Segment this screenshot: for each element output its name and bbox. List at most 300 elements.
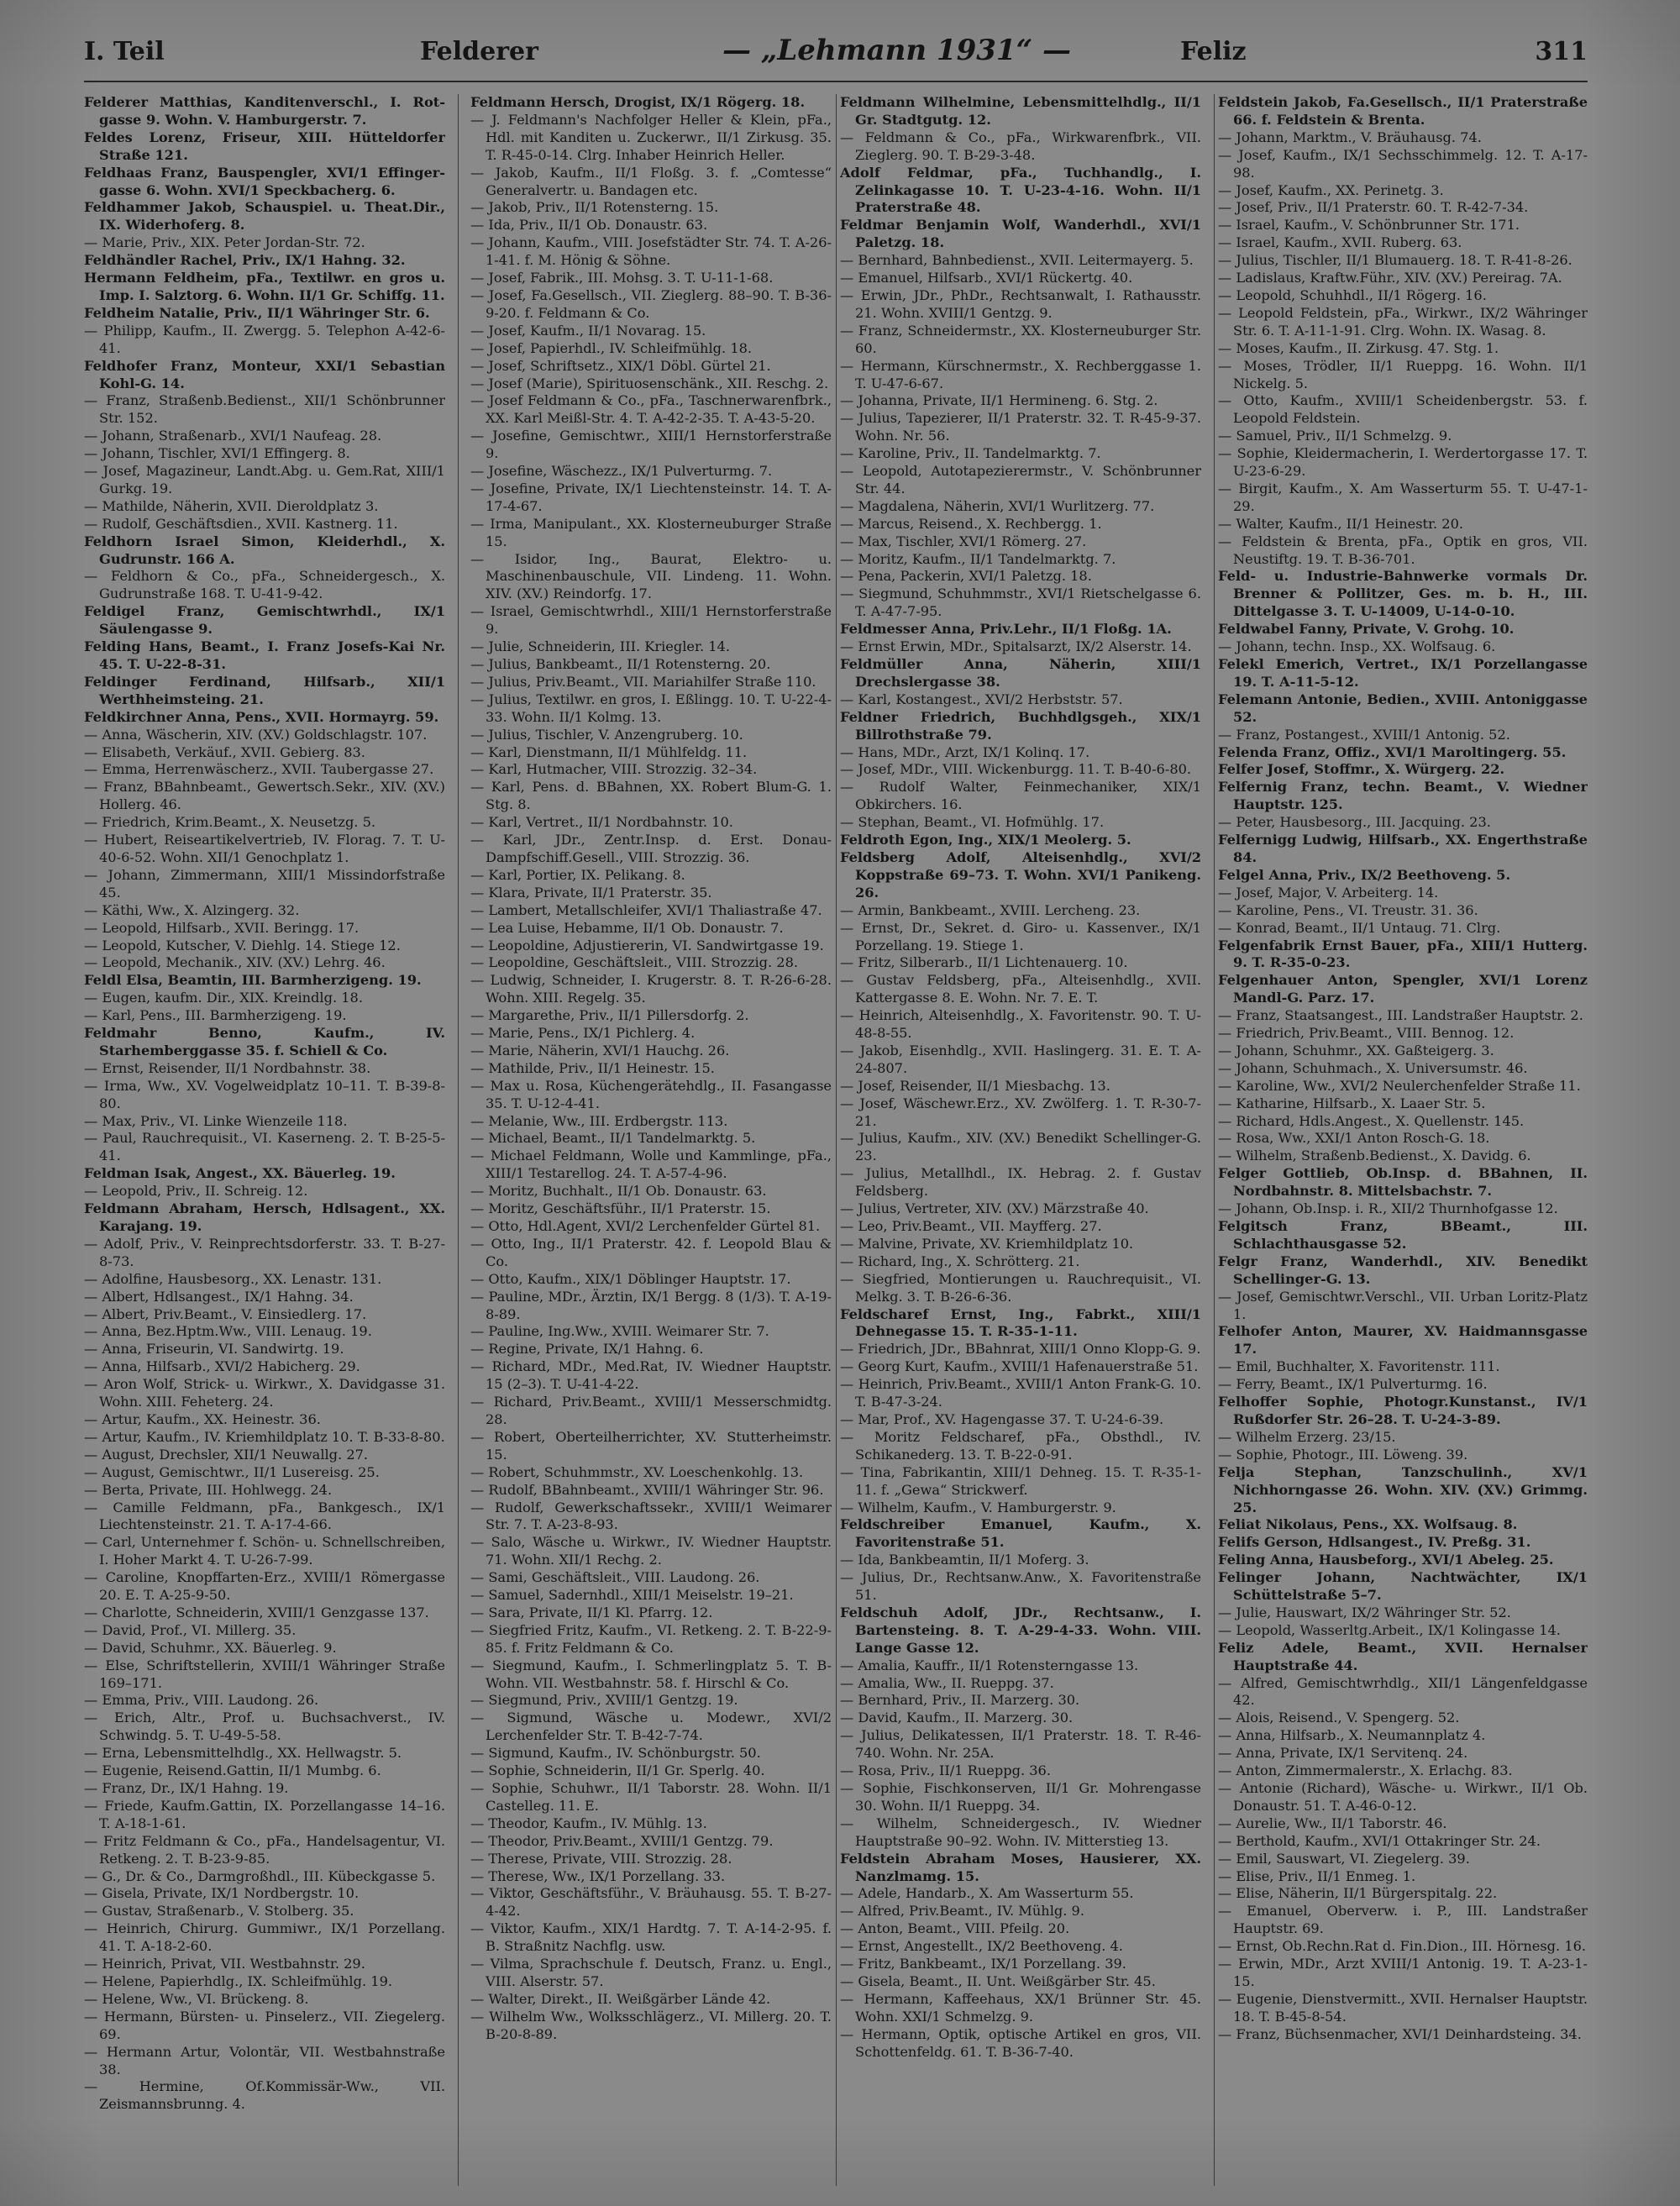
directory-entry: — Sophie, Fischkonserven, II/1 Gr. Mohrengasse 30. Wohn. II/1 Rueppg. 34. [840,1780,1201,1814]
directory-entry: Feldman Isak, Angest., XX. Bäuerleg. 19. [84,1165,396,1182]
directory-entry: — Anna, Hilfsarb., XVI/2 Habicherg. 29. [84,1358,360,1375]
directory-entry: Felgenfabrik Ernst Bauer, pFa., XIII/1 Hutterg. 9. T. R-35-0-23. [1218,937,1588,971]
directory-entry: — Johann, Tischler, XVI/1 Effingerg. 8. [84,445,350,462]
directory-entry: — Erwin, MDr., Arzt XVIII/1 Antonig. 19. T. A-23-1-15. [1218,1956,1588,1989]
directory-entry: — Marie, Näherin, XVI/1 Hauchg. 26. [470,1042,730,1058]
directory-entry: — Albert, Hdlsangest., IX/1 Hahng. 34. [84,1288,354,1305]
directory-entry: — Berta, Private, III. Hohlwegg. 24. [84,1481,333,1498]
directory-entry: Felger Gottlieb, Ob.Insp. d. BBahnen, II. Nordbahnstr. 8. Mittelsbachstr. 7. [1218,1165,1588,1200]
directory-entry: — Jakob, Priv., II/1 Rotensterng. 15. [470,199,719,216]
directory-entry: — Josef (Marie), Spirituosenschänk., XII. Reschg. 2. [470,375,829,391]
directory-entry: — David, Kaufm., II. Marzerg. 30. [840,1710,1074,1726]
directory-entry: — Moses, Kaufm., II. Zirkusg. 47. Stg. 1. [1218,339,1499,356]
directory-entry: — Moritz, Kaufm., II/1 Tandelmarktg. 7. [840,550,1116,567]
directory-entry: Feliat Nikolaus, Pens., XX. Wolfsaug. 8. [1218,1516,1518,1533]
directory-entry: — Johann, Schuhmach., X. Universumstr. 46. [1218,1059,1528,1076]
directory-entry: — Michael, Beamt., II/1 Tandelmarktg. 5. [470,1130,756,1147]
directory-entry: — Jakob, Kaufm., II/1 Floßg. 3. f. „Comtesse“ Generalvertr. u. Bandagen etc. [470,164,832,198]
directory-entry: — Julius, Bankbeamt., II/1 Rotensterng. 20. [470,656,771,672]
directory-entry: Felgitsch Franz, BBeamt., III. Schlachthausgasse 52. [1218,1218,1588,1252]
directory-entry: — Karl, Hutmacher, VIII. Strozzig. 32–34. [470,761,758,778]
directory-entry: — Antonie (Richard), Wäsche- u. Wirkwr., II/1 Ob. Donaustr. 51. T. A-46-0-12. [1218,1780,1588,1814]
directory-entry: — Elise, Priv., II/1 Enmeg. 1. [1218,1867,1416,1884]
directory-entry: Felgel Anna, Priv., IX/2 Beethoveng. 5. [1218,866,1511,883]
directory-entry: — Josef, Kaufm., II/1 Novarag. 15. [470,322,706,339]
directory-entry: — Anna, Wäscherin, XIV. (XV.) Goldschlagstr. 107. [84,726,428,743]
directory-entry: — Sophie, Schneiderin, II/1 Gr. Sperlg. 40. [470,1762,765,1779]
directory-entry: — Regine, Private, IX/1 Hahng. 6. [470,1341,704,1358]
directory-entry: — Hermann, Optik, optische Artikel en gros, VII. Schottenfeldg. 61. T. B-36-7-40. [840,2025,1201,2060]
directory-entry: — Alfred, Priv.Beamt., IV. Mühlg. 9. [840,1903,1084,1920]
directory-entry: — Moritz Feldscharef, pFa., Obsthdl., IV. Schikanederg. 13. T. B-22-0-91. [840,1428,1201,1463]
directory-entry: — Heinrich, Privat, VII. Westbahnstr. 29. [84,1956,365,1972]
directory-entry: — Ernst Erwin, MDr., Spitalsarzt, IX/2 Alserstr. 14. [840,638,1192,655]
directory-entry: — Julius, Tapezierer, II/1 Praterstr. 32. T. R-45-9-37. Wohn. Nr. 56. [840,410,1201,444]
directory-entry: Feldigel Franz, Gemischtwrhdl., IX/1 Säulengasse 9. [84,603,445,638]
directory-entry: — Ernst, Dr., Sekret. d. Giro- u. Kassenver., IX/1 Porzellang. 19. Stiege 1. [840,919,1201,953]
directory-entry: — Josef, Fabrik., III. Mohsg. 3. T. U-11-1-68. [470,270,774,286]
directory-entry: — Julius, Delikatessen, II/1 Praterstr. 18. T. R-46-740. Wohn. Nr. 25A. [840,1727,1201,1762]
directory-entry: Felinger Johann, Nachtwächter, IX/1 Schüttelstraße 5–7. [1218,1569,1588,1604]
directory-entry: Feldes Lorenz, Friseur, XIII. Hütteldorfer Straße 121. [84,129,445,163]
directory-entry: — Karl, Pens. d. BBahnen, XX. Robert Blum-G. 1. Stg. 8. [470,779,832,813]
directory-entry: — Heinrich, Chirurg. Gummiwr., IX/1 Porzellang. 41. T. A-18-2-60. [84,1920,445,1955]
directory-entry: Felgr Franz, Wanderhdl., XIV. Benedikt Schellinger-G. 13. [1218,1253,1588,1287]
directory-entry: — Carl, Unternehmer f. Schön- u. Schnellschreiben, I. Hoher Markt 4. T. U-26-7-99. [84,1534,445,1568]
directory-entry: — Wilhelm Ww., Wolksschlägerz., VI. Millerg. 20. T. B-20-8-89. [470,2008,832,2042]
directory-entry: Feldkirchner Anna, Pens., XVII. Hormayrg. 59. [84,708,439,725]
directory-entry: Felenda Franz, Offiz., XVI/1 Maroltingerg. 55. [1218,743,1567,760]
directory-entry: Feldinger Ferdinand, Hilfsarb., XII/1 Werthheimsteing. 21. [84,673,445,707]
last-entry-word: Feliz [1180,37,1247,66]
directory-entry: — Josef, Kaufm., XX. Perinetg. 3. [1218,181,1444,198]
directory-entry: — Josef, Wäschewr.Erz., XV. Zwölferg. 1. T. R-30-7-21. [840,1095,1201,1129]
directory-entry: — Josef, Fa.Gesellsch., VII. Zieglerg. 88–90. T. B-36-9-20. f. Feldmann & Co. [470,286,832,321]
directory-entry: — Hermann, Bürsten- u. Pinselerz., VII. Ziegelerg. 69. [84,2008,445,2042]
directory-entry: — Walter, Kaufm., II/1 Heinestr. 20. [1218,515,1464,532]
directory-column-4 [1218,94,1588,2186]
directory-entry: — Leopoldine, Adjustiererin, VI. Sandwirtgasse 19. [470,937,824,953]
directory-entry: — Friedrich, Priv.Beamt., VIII. Bennog. 12. [1218,1025,1515,1042]
directory-entry: — Robert, Oberteilherrichter, XV. Stutterheimstr. 15. [470,1428,832,1463]
directory-entry: — Alois, Reisend., V. Spengerg. 52. [1218,1710,1460,1726]
directory-entry: — Irma, Ww., XV. Vogelweidplatz 10–11. T. B-39-8-80. [84,1077,445,1111]
directory-entry: — Gustav, Straßenarb., V. Stolberg. 35. [84,1903,354,1920]
directory-entry: — Erwin, JDr., PhDr., Rechtsanwalt, I. Rathausstr. 21. Wohn. XVIII/1 Gentzg. 9. [840,286,1201,321]
directory-entry: — Emanuel, Oberverw. i. P., III. Landstraßer Hauptstr. 69. [1218,1903,1588,1937]
directory-entry: — Israel, Kaufm., V. Schönbrunner Str. 171. [1218,217,1520,234]
directory-entry: — Pauline, Ing.Ww., XVIII. Weimarer Str. 7. [470,1323,769,1340]
directory-entry: — Konrad, Beamt., II/1 Untaug. 71. Clrg. [1218,919,1501,936]
directory-entry: — Johann, techn. Insp., XX. Wolfsaug. 6. [1218,638,1496,655]
directory-entry: — Elisabeth, Verkäuf., XVII. Gebierg. 83. [84,743,365,760]
directory-entry: — Johann, Marktm., V. Bräuhausg. 74. [1218,129,1482,145]
directory-entry: — Rosa, Ww., XXI/1 Anton Rosch-G. 18. [1218,1130,1490,1147]
directory-entry: — Ladislaus, Kraftw.Führ., XIV. (XV.) Pereirag. 7A. [1218,270,1562,286]
directory-entry: — Paul, Rauchrequisit., VI. Kaserneng. 2. T. B-25-5-41. [84,1130,445,1164]
directory-entry: — Alfred, Gemischtwrhdlg., XII/1 Längenfeldgasse 42. [1218,1674,1588,1709]
directory-entry: — Johann, Kaufm., VIII. Josefstädter Str. 74. T. A-26-1-41. f. M. Hönig & Söhne. [470,234,832,269]
directory-column-3 [840,94,1201,2186]
directory-entry: — Berthold, Kaufm., XVI/1 Ottakringer Str. 24. [1218,1832,1541,1849]
directory-entry: Feldwabel Fanny, Private, V. Grohg. 10. [1218,621,1515,638]
directory-entry: — Lea Luise, Hebamme, II/1 Ob. Donaustr. 7. [470,919,784,936]
directory-entry: — Franz, BBahnbeamt., Gewertsch.Sekr., XIV. (XV.) Hollerg. 46. [84,779,445,813]
directory-entry: — August, Drechsler, XII/1 Neuwallg. 27. [84,1446,369,1463]
directory-entry: — Samuel, Sadernhdl., XIII/1 Meiselstr. 19–21. [470,1587,794,1604]
directory-entry: — Wilhelm Erzerg. 23/15. [1218,1428,1396,1445]
directory-entry: — Anton, Zimmermalerstr., X. Erlachg. 83. [1218,1762,1513,1779]
directory-entry: — Israel, Kaufm., XVII. Ruberg. 63. [1218,234,1462,251]
directory-entry: — Julius, Priv.Beamt., VII. Mariahilfer Straße 110. [470,673,816,690]
directory-column-1 [84,94,445,2186]
directory-entry: — Richard, Hdls.Angest., X. Quellenstr. 145. [1218,1112,1525,1129]
directory-entry: Felemann Antonie, Bedien., XVIII. Antoniggasse 52. [1218,691,1588,725]
directory-entry: — Hans, MDr., Arzt, IX/1 Kolinq. 17. [840,743,1090,760]
directory-entry: Feling Anna, Hausbeforg., XVI/1 Abeleg. 25. [1218,1552,1554,1568]
directory-entry: Felfernigg Ludwig, Hilfsarb., XX. Engerthstraße 84. [1218,832,1588,865]
directory-entry: — Wilhelm, Schneidergesch., IV. Wiedner Hauptstraße 90–92. Wohn. IV. Mitterstieg 13. [840,1815,1201,1849]
directory-entry: — August, Gemischtwr., II/1 Lusereisg. 25. [84,1463,380,1480]
page-header [84,34,1588,72]
directory-entry: — Tina, Fabrikantin, XIII/1 Dehneg. 15. T. R-35-1-11. f. „Gewa“ Strickwerf. [840,1463,1201,1498]
directory-entry: — Johann, Straßenarb., XVI/1 Naufeag. 28. [84,428,382,444]
directory-entry: — Julius, Vertreter, XIV. (XV.) Märzstraße 40. [840,1200,1149,1217]
directory-entry: Felekl Emerich, Vertret., IX/1 Porzellangasse 19. T. A-11-5-12. [1218,656,1588,690]
directory-entry: — Friedrich, JDr., BBahnrat, XIII/1 Onno Klopp-G. 9. [840,1341,1201,1358]
directory-entry: — Leopold, Autotapezierermstr., V. Schönbrunner Str. 44. [840,463,1201,496]
directory-entry: — Ida, Priv., II/1 Ob. Donaustr. 63. [470,217,708,234]
directory-entry: — Josef, Gemischtwr.Verschl., VII. Urban Loritz-Platz 1. [1218,1288,1588,1322]
directory-entry: — Philipp, Kaufm., II. Zwergg. 5. Telephon A-42-6-41. [84,322,445,356]
directory-entry: — Artur, Kaufm., XX. Heinestr. 36. [84,1410,321,1427]
directory-entry: — Josef, Schriftsetz., XIX/1 Döbl. Gürtel 21. [470,357,771,374]
directory-entry: — Franz, Postangest., XVIII/1 Antonig. 52. [1218,726,1510,743]
directory-entry: — Josef, Papierhdl., IV. Schleifmühlg. 18. [470,339,753,356]
directory-entry: — Pena, Packerin, XVI/1 Paletzg. 18. [840,568,1092,585]
directory-entry: — Max, Priv., VI. Linke Wienzeile 118. [84,1112,348,1129]
directory-entry: — Feldstein & Brenta, pFa., Optik en gros, VII. Neustiftg. 19. T. B-36-701. [1218,533,1588,567]
directory-entry: — Anna, Friseurin, VI. Sandwirtg. 19. [84,1341,344,1358]
directory-entry: — Rudolf, Geschäftsdien., XVII. Kastnerg. 11. [84,515,398,532]
directory-entry: — Otto, Hdl.Agent, XVI/2 Lerchenfelder Gürtel 81. [470,1218,821,1234]
directory-entry: — Vilma, Sprachschule f. Deutsch, Franz. u. Engl., VIII. Alserstr. 57. [470,1956,832,1989]
directory-entry: — Otto, Ing., II/1 Praterstr. 42. f. Leopold Blau & Co. [470,1235,832,1269]
directory-entry: — Leo, Priv.Beamt., VII. Mayfferg. 27. [840,1218,1102,1234]
directory-entry: Feldstein Jakob, Fa.Gesellsch., II/1 Praterstraße 66. f. Feldstein & Brenta. [1218,94,1588,128]
directory-entry: — Käthi, Ww., X. Alzingerg. 32. [84,901,300,918]
directory-entry: — Josef, Reisender, II/1 Miesbachg. 13. [840,1077,1110,1094]
directory-entry: — Theodor, Kaufm., IV. Mühlg. 13. [470,1815,707,1831]
part-label: I. Teil [84,37,165,66]
directory-entry: Felhofer Anton, Maurer, XV. Haidmannsgasse 17. [1218,1323,1588,1358]
directory-entry: — Siegmund, Priv., XVIII/1 Gentzg. 19. [470,1692,738,1709]
directory-entry: — J. Feldmann's Nachfolger Heller & Klein, pFa., Hdl. mit Kanditen u. Zuckerwr., II/1 Zirkusg. 35. T. R-45-0-14. Clrg. Inhaber Heinrich Heller. [470,111,832,163]
directory-entry: — Therese, Ww., IX/1 Porzellang. 33. [470,1867,726,1884]
directory-entry: — Eugenie, Reisend.Gattin, II/1 Mumbg. 6. [84,1762,381,1779]
directory-entry: — Camille Feldmann, pFa., Bankgesch., IX/1 Liechtensteinstr. 21. T. A-17-4-66. [84,1499,445,1533]
directory-entry: — Lambert, Metallschleifer, XVI/1 Thaliastraße 47. [470,901,822,918]
directory-entry: — Karl, Kostangest., XVI/2 Herbststr. 57. [840,691,1123,707]
directory-entry: — Josef, Major, V. Arbeiterg. 14. [1218,884,1439,901]
directory-entry: — Walter, Direkt., II. Weißgärber Lände 42. [470,1990,771,2007]
directory-entry: — Julie, Hauswart, IX/2 Währinger Str. 52. [1218,1604,1511,1620]
directory-entry: — Birgit, Kaufm., X. Am Wasserturm 55. T. U-47-1-29. [1218,480,1588,514]
page-number: 311 [1535,37,1588,66]
directory-entry: — Erich, Altr., Prof. u. Buchsachverst., IV. Schwindg. 5. T. U-49-5-58. [84,1710,445,1744]
directory-entry: — Karoline, Pens., VI. Treustr. 31. 36. [1218,901,1478,918]
directory-entry: — Feldmann & Co., pFa., Wirkwarenfbrk., VII. Zieglerg. 90. T. B-29-3-48. [840,129,1201,163]
directory-entry: — Israel, Gemischtwrhdl., XIII/1 Hernstorferstraße 9. [470,603,832,638]
directory-entry: Adolf Feldmar, pFa., Tuchhandlg., I. Zelinkagasse 10. T. U-23-4-16. Wohn. II/1 Praterstraße 48. [840,164,1201,216]
directory-entry: — Heinrich, Alteisenhdlg., X. Favoritenstr. 90. T. U-48-8-55. [840,1007,1201,1042]
directory-entry: — Therese, Private, VIII. Strozzig. 28. [470,1850,732,1867]
directory-entry: — Peter, Hausbesorg., III. Jacquing. 23. [1218,814,1491,831]
directory-entry: — Melanie, Ww., III. Erdbergstr. 113. [470,1112,728,1129]
directory-entry: — Richard, Priv.Beamt., XVIII/1 Messerschmidtg. 28. [470,1394,832,1427]
directory-entry: Feldhändler Rachel, Priv., IX/1 Hahng. 32. [84,252,406,269]
directory-entry: — Anna, Bez.Hptm.Ww., VIII. Lenaug. 19. [84,1323,372,1340]
directory-entry: — Michael Feldmann, Wolle und Kammlinge, pFa., XIII/1 Testarellog. 24. T. A-57-4-96. [470,1148,832,1182]
directory-entry: — Sophie, Kleidermacherin, I. Werdertorgasse 17. T. U-23-6-29. [1218,445,1588,480]
directory-entry: — Hubert, Reiseartikelvertrieb, IV. Florag. 7. T. U-40-6-52. Wohn. XII/1 Genochplatz 1. [84,832,445,865]
directory-entry: — Siegfried Fritz, Kaufm., VI. Retkeng. 2. T. B-22-9-85. f. Fritz Feldmann & Co. [470,1621,832,1656]
directory-entry: Felja Stephan, Tanzschulinh., XV/1 Nichhorngasse 26. Wohn. XIV. (XV.) Grimmg. 25. [1218,1463,1588,1515]
directory-entry: — Franz, Büchsenmacher, XVI/1 Deinhardsteing. 34. [1218,2025,1582,2042]
directory-entry: — Heinrich, Priv.Beamt., XVIII/1 Anton Frank-G. 10. T. B-47-3-24. [840,1376,1201,1410]
directory-entry: — Ida, Bankbeamtin, II/1 Moferg. 3. [840,1552,1089,1568]
directory-entry: — Eugenie, Dienstvermitt., XVII. Hernalser Hauptstr. 18. T. B-45-8-54. [1218,1990,1588,2025]
directory-entry: — Artur, Kaufm., IV. Kriemhildplatz 10. T. B-33-8-80. [84,1428,445,1445]
directory-entry: — Ferry, Beamt., IX/1 Pulverturmg. 16. [1218,1376,1488,1393]
directory-entry: — Josef, Priv., II/1 Praterstr. 60. T. R-42-7-34. [1218,199,1529,216]
directory-entry: — Johann, Schuhmr., XX. Gaßteigerg. 3. [1218,1042,1494,1058]
directory-entry: — Hermann, Kaffeehaus, XX/1 Brünner Str. 45. Wohn. XXI/1 Schmelzg. 9. [840,1990,1201,2025]
directory-entry: Feldschuh Adolf, JDr., Rechtsanw., I. Bartensteing. 8. T. A-29-4-33. Wohn. VIII. Lange Gasse 12. [840,1604,1201,1656]
directory-entry: Felfernig Franz, techn. Beamt., V. Wiedner Hauptstr. 125. [1218,779,1588,813]
directory-entry: — Karl, JDr., Zentr.Insp. d. Erst. Donau-Dampfschiff.Gesell., VIII. Strozzig. 36. [470,832,832,865]
directory-entry: — Leopold, Priv., II. Schreig. 12. [84,1183,308,1200]
directory-entry: — Julius, Metallhdl., IX. Hebrag. 2. f. Gustav Feldsberg. [840,1165,1201,1200]
directory-entry: — Robert, Schuhmmstr., XV. Loeschenkohlg. 13. [470,1463,804,1480]
directory-entry: — Richard, MDr., Med.Rat, IV. Wiedner Hauptstr. 15 (2–3). T. U-41-4-22. [470,1358,832,1393]
directory-entry: — Fritz, Silberarb., II/1 Lichtenauerg. 10. [840,954,1128,971]
directory-entry: — Karl, Dienstmann, II/1 Mühlfeldg. 11. [470,743,748,760]
directory-entry: — Leopold Feldstein, pFa., Wirkwr., IX/2 Währinger Str. 6. T. A-11-1-91. Clrg. Wohn. IX. Wasag. 8. [1218,304,1588,339]
directory-entry: Feldhammer Jakob, Schauspiel. u. Theat.Dir., IX. Widerhoferg. 8. [84,199,445,234]
directory-entry: Feldmesser Anna, Priv.Lehr., II/1 Floßg. 1A. [840,621,1172,638]
directory-entry: — Emanuel, Hilfsarb., XVI/1 Rückertg. 40. [840,270,1133,286]
directory-entry: — David, Schuhmr., XX. Bäuerleg. 9. [84,1639,337,1656]
directory-entry: Felderer Matthias, Kanditenverschl., I. Rot-gasse 9. Wohn. V. Hamburgerstr. 7. [84,94,445,128]
directory-entry: — Malvine, Private, XV. Kriemhildplatz 10. [840,1235,1134,1252]
directory-entry: — Julius, Dr., Rechtsanw.Anw., X. Favoritenstraße 51. [840,1569,1201,1604]
directory-entry: — Josef, Kaufm., IX/1 Sechsschimmelg. 12. T. A-17-98. [1218,146,1588,181]
directory-entry: — Irma, Manipulant., XX. Klosterneuburger Straße 15. [470,515,832,549]
directory-entry: — Johann, Ob.Insp. i. R., XII/2 Thurnhofgasse 12. [1218,1200,1558,1217]
directory-entry: — Hermann Artur, Volontär, VII. Westbahnstraße 38. [84,2043,445,2077]
directory-entry: — Aurelie, Ww., II/1 Taborstr. 46. [1218,1815,1447,1831]
directory-entry: — Julius, Kaufm., XIV. (XV.) Benedikt Schellinger-G. 23. [840,1130,1201,1164]
directory-entry: Feldmann Hersch, Drogist, IX/1 Rögerg. 18. [470,94,806,110]
directory-entry: — Max, Tischler, XVI/1 Römerg. 27. [840,533,1087,549]
directory-entry: — Salo, Wäsche u. Wirkwr., IV. Wiedner Hauptstr. 71. Wohn. XII/1 Rechg. 2. [470,1534,832,1568]
directory-entry: — Josefine, Private, IX/1 Liechtensteinstr. 14. T. A-17-4-67. [470,480,832,514]
directory-entry: — Amalia, Ww., II. Rueppg. 37. [840,1674,1054,1691]
directory-entry: — Ernst, Ob.Rechn.Rat d. Fin.Dion., III. Hörnesg. 16. [1218,1938,1587,1955]
directory-entry: — Julie, Schneiderin, III. Kriegler. 14. [470,638,730,655]
directory-entry: — Caroline, Knopffarten-Erz., XVIII/1 Römergasse 20. E. T. A-25-9-50. [84,1569,445,1604]
first-entry-word: Felderer [420,37,538,66]
directory-entry: Felhoffer Sophie, Photogr.Kunstanst., IV/1 Rußdorfer Str. 26–28. T. U-24-3-89. [1218,1394,1588,1427]
directory-entry: Feldheim Natalie, Priv., II/1 Währinger Str. 6. [84,304,430,321]
directory-entry: — Katharine, Hilfsarb., X. Laaer Str. 5. [1218,1095,1486,1111]
directory-entry: — Emma, Priv., VIII. Laudong. 26. [84,1692,319,1709]
directory-entry: Feldroth Egon, Ing., XIX/1 Meolerg. 5. [840,832,1131,848]
directory-entry: — Sigmund, Wäsche u. Modewr., XVI/2 Lerchenfelder Str. T. B-42-7-74. [470,1710,832,1744]
directory-entry: — Sara, Private, II/1 Kl. Pfarrg. 12. [470,1604,713,1620]
directory-entry: Felfer Josef, Stoffmr., X. Würgerg. 22. [1218,761,1505,778]
directory-entry: — Elise, Näherin, II/1 Bürgerspitalg. 22. [1218,1885,1498,1902]
header-rule [84,81,1588,82]
directory-entry: Feldhaas Franz, Bauspengler, XVI/1 Effinger-gasse 6. Wohn. XVI/1 Speckbacherg. 6. [84,164,445,198]
directory-entry: — Wilhelm, Kaufm., V. Hamburgerstr. 9. [840,1499,1116,1515]
directory-entry: — Siegmund, Kaufm., I. Schmerlingplatz 5. T. B-Wohn. VII. Westbahnstr. 58. f. Hirschl & Co. [470,1657,832,1691]
directory-entry: Feldsberg Adolf, Alteisenhdlg., XVI/2 Koppstraße 69–73. T. Wohn. XVI/1 Panikeng. 26. [840,848,1201,901]
directory-entry: — Friede, Kaufm.Gattin, IX. Porzellangasse 14–16. T. A-18-1-61. [84,1797,445,1831]
directory-entry: — Margarethe, Priv., II/1 Pillersdorfg. 2. [470,1007,749,1024]
directory-entry: — David, Prof., VI. Millerg. 35. [84,1621,297,1638]
directory-entry: Feldner Friedrich, Buchhdlgsgeh., XIX/1 Billrothstraße 79. [840,708,1201,743]
directory-entry: — Josef Feldmann & Co., pFa., Taschnerwarenfbrk., XX. Karl Meißl-Str. 4. T. A-42-2-35. T. A-43-5-20. [470,392,832,427]
directory-entry: Felifs Gerson, Hdlsangest., IV. Preßg. 31. [1218,1534,1531,1551]
directory-entry: — Moritz, Buchhalt., II/1 Ob. Donaustr. 63. [470,1183,767,1200]
directory-entry: — Adolfine, Hausbesorg., XX. Lenastr. 131. [84,1270,382,1287]
directory-entry: — Armin, Bankbeamt., XVIII. Lercheng. 23. [840,901,1141,918]
directory-entry: — Johanna, Private, II/1 Hermineng. 6. Stg. 2. [840,392,1158,409]
directory-entry: Feldl Elsa, Beamtin, III. Barmherzigeng. 19. [84,972,422,989]
directory-entry: — Franz, Staatsangest., III. Landstraßer Hauptstr. 2. [1218,1007,1583,1024]
directory-entry: — G., Dr. & Co., Darmgroßhdl., III. Kübeckgasse 5. [84,1867,436,1884]
directory-entry: — Stephan, Beamt., VI. Hofmühlg. 17. [840,814,1105,831]
directory-entry: — Fritz, Bankbeamt., IX/1 Porzellang. 39. [840,1956,1126,1972]
directory-entry: — Rosa, Priv., II/1 Rueppg. 36. [840,1762,1051,1779]
directory-entry: — Siegfried, Montierungen u. Rauchrequisit., VI. Melkg. 3. T. B-26-6-36. [840,1270,1201,1305]
directory-entry: — Leopold, Mechanik., XIV. (XV.) Lehrg. 46. [84,954,386,971]
directory-entry: — Josef, MDr., VIII. Wickenburgg. 11. T. B-40-6-80. [840,761,1192,778]
directory-entry: — Julius, Textilwr. en gros, I. Eßlingg. 10. T. U-22-4-33. Wohn. II/1 Kolmg. 13. [470,691,832,725]
directory-entry: — Rudolf, BBahnbeamt., XVIII/1 Währinger Str. 96. [470,1481,824,1498]
directory-entry: — Franz, Dr., IX/1 Hahng. 19. [84,1780,289,1796]
directory-entry: — Anton, Beamt., VIII. Pfeilg. 20. [840,1920,1070,1937]
directory-entry: Feldmar Benjamin Wolf, Wanderhdl., XVI/1 Paletzg. 18. [840,217,1201,251]
directory-entry: — Max u. Rosa, Küchengerätehdlg., II. Fasangasse 35. T. U-12-4-41. [470,1077,832,1111]
directory-entry: — Helene, Ww., VI. Brückeng. 8. [84,1990,309,2007]
directory-entry: — Adele, Handarb., X. Am Wasserturm 55. [840,1885,1134,1902]
directory-entry: — Bernhard, Priv., II. Marzerg. 30. [840,1692,1080,1709]
directory-entry: — Adolf, Priv., V. Reinprechtsdorferstr. 33. T. B-27-8-73. [84,1235,445,1269]
directory-entry: — Gisela, Beamt., II. Unt. Weißgärber Str. 45. [840,1972,1156,1989]
directory-entry: Hermann Feldheim, pFa., Textilwr. en gros u. Imp. I. Salztorg. 6. Wohn. II/1 Gr. Schiffg. 11. [84,270,445,303]
directory-entry: Felgenhauer Anton, Spengler, XVI/1 Lorenz Mandl-G. Parz. 17. [1218,972,1588,1006]
directory-entry: — Marie, Priv., XIX. Peter Jordan-Str. 72. [84,234,365,251]
directory-entry: — Franz, Schneidermstr., XX. Klosterneuburger Str. 60. [840,322,1201,356]
directory-entry: — Hermann, Kürschnermstr., X. Rechberggasse 1. T. U-47-6-67. [840,357,1201,391]
directory-entry: — Karl, Vertret., II/1 Nordbahnstr. 10. [470,814,733,831]
directory-entry: — Josef, Magazineur, Landt.Abg. u. Gem.Rat, XIII/1 Gurkg. 19. [84,463,445,496]
directory-entry: — Mathilde, Näherin, XVII. Dieroldplatz 3. [84,497,379,514]
directory-entry: — Pauline, MDr., Ärztin, IX/1 Bergg. 8 (1/3). T. A-19-8-89. [470,1288,832,1322]
directory-title: — „Lehmann 1931“ — [722,34,1071,67]
directory-entry: — Hermine, Of.Kommissär-Ww., VII. Zeismannsbrunng. 4. [84,2078,445,2113]
directory-entry: — Ernst, Reisender, II/1 Nordbahnstr. 38. [84,1059,371,1076]
directory-entry: — Rudolf, Gewerkschaftssekr., XVIII/1 Weimarer Str. 7. T. A-23-8-93. [470,1499,832,1533]
directory-entry: — Helene, Papierhdlg., IX. Schleifmühlg. 19. [84,1972,393,1989]
directory-entry: Feldmahr Benno, Kaufm., IV. Starhemberggasse 35. f. Schiell & Co. [84,1025,445,1058]
directory-entry: Feldmann Abraham, Hersch, Hdlsagent., XX. Karajang. 19. [84,1200,445,1234]
directory-entry: — Else, Schriftstellerin, XVIII/1 Währinger Straße 169–171. [84,1657,445,1691]
directory-entry: Feldhorn Israel Simon, Kleiderhdl., X. Gudrunstr. 166 A. [84,533,445,567]
directory-entry: — Marcus, Reisend., X. Rechbergg. 1. [840,515,1102,532]
directory-entry: — Theodor, Priv.Beamt., XVIII/1 Gentzg. 79. [470,1832,774,1849]
directory-entry: — Josefine, Gemischtwr., XIII/1 Hernstorferstraße 9. [470,428,832,462]
directory-entry: — Friedrich, Krim.Beamt., X. Neusetzg. 5. [84,814,376,831]
directory-entry: — Albert, Priv.Beamt., V. Einsiedlerg. 17. [84,1305,367,1322]
directory-entry: Feldmüller Anna, Näherin, XIII/1 Drechslergasse 38. [840,656,1201,690]
directory-entry: Feldscharef Ernst, Ing., Fabrkt., XIII/1 Dehnegasse 15. T. R-35-1-11. [840,1305,1201,1340]
directory-entry: — Karl, Pens., III. Barmherzigeng. 19. [84,1007,347,1024]
directory-entry: — Moses, Trödler, II/1 Rueppg. 16. Wohn. II/1 Nickelg. 5. [1218,357,1588,391]
directory-entry: — Ludwig, Schneider, I. Krugerstr. 8. T. R-26-6-28. Wohn. XIII. Regelg. 35. [470,972,832,1006]
directory-entry: — Julius, Tischler, V. Anzengruberg. 10. [470,726,743,743]
directory-entry: — Otto, Kaufm., XIX/1 Döblinger Hauptstr. 17. [470,1270,791,1287]
directory-entry: — Gustav Feldsberg, pFa., Alteisenhdlg., XVII. Kattergasse 8. E. Wohn. Nr. 7. E. T. [840,972,1201,1006]
directory-entry: — Leopold, Wasserltg.Arbeit., IX/1 Kolingasse 14. [1218,1621,1561,1638]
directory-entry: Feliz Adele, Beamt., XVII. Hernalser Hauptstraße 44. [1218,1639,1588,1673]
directory-entry: Felding Hans, Beamt., I. Franz Josefs-Kai Nr. 45. T. U-22-8-31. [84,638,445,672]
directory-entry: — Leopold, Kutscher, V. Diehlg. 14. Stiege 12. [84,937,401,953]
directory-entry: Feldschreiber Emanuel, Kaufm., X. Favoritenstraße 51. [840,1516,1201,1551]
directory-entry: — Wilhelm, Straßenb.Bedienst., X. Davidg. 6. [1218,1148,1531,1164]
directory-entry: — Ernst, Angestellt., IX/2 Beethoveng. 4. [840,1938,1123,1955]
directory-entry: — Leopold, Schuhhdl., II/1 Rögerg. 16. [1218,286,1487,303]
directory-entry: — Feldhorn & Co., pFa., Schneidergesch., X. Gudrunstraße 168. T. U-41-9-42. [84,568,445,602]
directory-entry: — Mar, Prof., XV. Hagengasse 37. T. U-24-6-39. [840,1410,1164,1427]
directory-entry: — Otto, Kaufm., XVIII/1 Scheidenbergstr. 53. f. Leopold Feldstein. [1218,392,1588,427]
directory-entry: — Johann, Zimmermann, XIII/1 Missindorfstraße 45. [84,866,445,901]
directory-columns [84,94,1588,2186]
directory-entry: — Samuel, Priv., II/1 Schmelzg. 9. [1218,428,1452,444]
directory-column-2 [470,94,832,2186]
directory-entry: Feld- u. Industrie-Bahnwerke vormals Dr. Brenner & Pollitzer, Ges. m. b. H., III. Dittelgasse 3. T. U-14009, U-14-0-10. [1218,568,1588,620]
directory-entry: Feldmann Wilhelmine, Lebensmittelhdlg., II/1 Gr. Stadtgutg. 12. [840,94,1201,128]
directory-entry: — Bernhard, Bahnbedienst., XVII. Leitermayerg. 5. [840,252,1194,269]
directory-entry: — Anna, Private, IX/1 Servitenq. 24. [1218,1745,1468,1762]
directory-entry: — Jakob, Eisenhdlg., XVII. Haslingerg. 31. E. T. A-24-807. [840,1042,1201,1076]
directory-entry: — Sami, Geschäftsleit., VIII. Laudong. 26. [470,1569,760,1586]
directory-entry: — Siegmund, Schuhmmstr., XVI/1 Rietschelgasse 6. T. A-47-7-95. [840,586,1201,620]
directory-entry: — Rudolf Walter, Feinmechaniker, XIX/1 Obkirchers. 16. [840,779,1201,813]
directory-entry: — Richard, Ing., X. Schrötterg. 21. [840,1253,1080,1269]
directory-entry: Feldhofer Franz, Monteur, XXI/1 Sebastian Kohl-G. 14. [84,357,445,391]
directory-entry: — Emil, Sauswart, VI. Ziegelerg. 39. [1218,1850,1470,1867]
directory-entry: — Karl, Portier, IX. Pelikang. 8. [470,866,685,883]
directory-entry: — Gisela, Private, IX/1 Nordbergstr. 10. [84,1885,360,1902]
directory-entry: — Magdalena, Näherin, XVI/1 Wurlitzerg. 77. [840,497,1155,514]
directory-entry: — Julius, Tischler, II/1 Blumauerg. 18. T. R-41-8-26. [1218,252,1572,269]
directory-entry: — Fritz Feldmann & Co., pFa., Handelsagentur, VI. Retkeng. 2. T. B-23-9-85. [84,1832,445,1867]
directory-entry: — Josefine, Wäschezz., IX/1 Pulverturmg. 7. [470,463,773,480]
